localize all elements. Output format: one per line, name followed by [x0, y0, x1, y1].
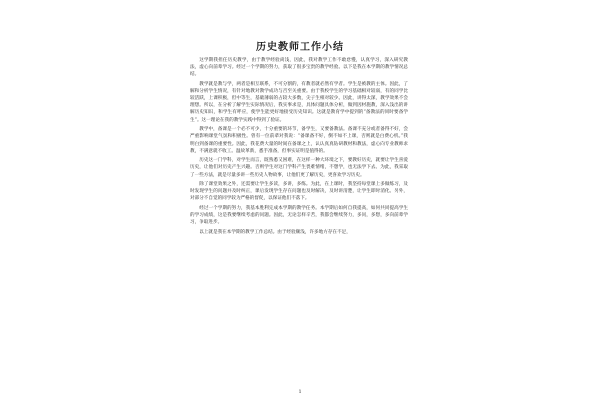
page-number: 1 — [298, 390, 302, 395]
paragraph: 除了课堂效果之外，还需要让学生多读，多讲，多练。为此，在上课时，我坚持每堂课上多做练习，及时发现学生的问题并及时纠正，课后发现学生存在问题也及时解决，及时讲清楚，让学生即时消化。另外，对部分不自觉的同学较为严格的督促，以保证他们不落下。 — [190, 182, 408, 202]
paragraph: 教学就是教与学，两者是相互联系，不可分割的，有教者就必然有学者。学生是被教的主体。因此，了解和分析学生情况，有针对地教对教学成功与否至关重要。由于我校学生的学习基础相对较弱，有的同学比较活跃，上课积极，但中等生，基础薄弱的占较大多数，尖子生相对较少。因此，讲得太深，教学效果不会理想。所以，在分析了解学生实际情况后，我实事求是，具体问题具体分析，做到因材施教，深入浅出的讲解历史知识，和学生有呼应，使学生能更好地接受历史知识。这就是教育学中提到的“备教法的同时要备学生”。这一理论在我的教学实践中得到了验证。 — [190, 81, 408, 123]
paragraph: 以上就是我在本学期的教学工作总结。由于经验颇浅，许多地方存在不足， — [199, 229, 351, 235]
paragraph: 经过一个学期的努力，我基本胜利完成本学期的教学任务。本学期后如何自我提高，如何共同提高学生的学习成绩，这是我要继续考虑的问题。因此，无论怎样辛苦，我都会继续努力，多问，多想，多向前辈学习，争取进步。 — [190, 205, 408, 226]
document-title: 历史教师工作小结 — [256, 42, 344, 53]
document-body — [190, 57, 408, 238]
paragraph: 历史这一门学科，对学生而言，既熟悉又困难，在这样一种大环境之下，要教好历史，就要让学生喜爱历史，让他们对历史产生兴趣。否则学生对这门学科产生畏难情绪，不想学，也无法学下去。为此，我采取了一些方法，就是尽量多讲一些历史人物故事，让他们更了解历史，更喜欢学习历史。 — [190, 158, 408, 178]
paragraph: 这学期我担任历史教学，由于教学经验尚浅，因此，我对教学工作不敢怠慢，认真学习，深入研究教法，虚心向前辈学习。经过一个学期的努力，获取了很多宝贵的教学经验。以下是我在本学期的教学情况总结。 — [190, 58, 408, 78]
paragraph: 教学中，备课是一个必不可少，十分重要的环节，备学生，又要备教法。备课不充分或者备得不好，会严重影响课堂气氛和积极性。曾有一位前辈对我说：“备课备不好，倒不如不上课，否则就是白费心机。”我明白到备课的重要性。因此，我花费大量的时间在备课之上，认认真真钻研教材和教法，虚心向专业教师求教，不满意就不收工。温故革新，悉手准备，但事实证明是值得的。 — [190, 127, 408, 154]
